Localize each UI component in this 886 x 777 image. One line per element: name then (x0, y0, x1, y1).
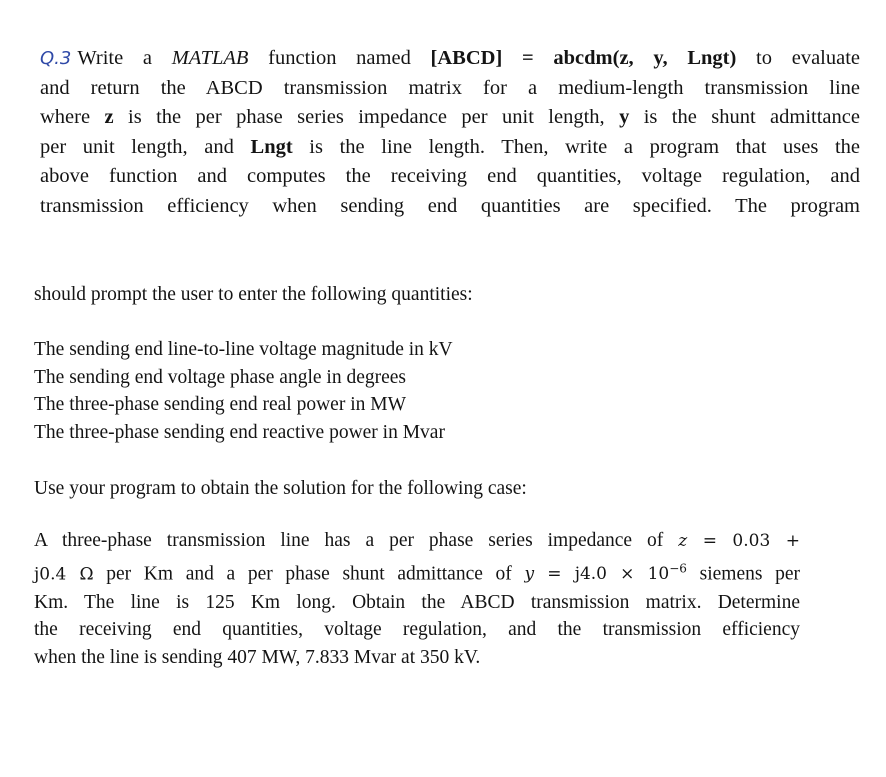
q3-mid2: is the shunt admittance (629, 106, 860, 128)
question-line-5: above function and computes the receiving end quantities, voltage regulation, and (40, 165, 860, 187)
case-line-5: when the line is sending 407 MW, 7.833 Mvar at 350 kV. (34, 646, 481, 668)
matlab-term: MATLAB (171, 47, 249, 69)
y-param: y (619, 106, 630, 128)
use-program-paragraph: Use your program to obtain the solution for the following case: (34, 478, 527, 499)
question-paragraph (40, 44, 860, 221)
question-line-2: and return the ABCD transmission matrix for a medium-length transmission line (40, 76, 860, 99)
z-value: = 0.03 + (702, 531, 800, 551)
q3-pre: where (40, 106, 105, 128)
lngt-param: Lngt (250, 135, 293, 158)
function-signature: [ABCD] = abcdm(z, y, Lngt) (430, 47, 737, 69)
prompt-paragraph: should prompt the user to enter the following quantities: (34, 284, 473, 305)
z-imag: j0.4 Ω (34, 564, 94, 585)
case-line2-mid: per Km and a per phase shunt admittance of (106, 563, 512, 585)
question-line-3 (40, 103, 860, 133)
question-line-1 (40, 44, 860, 74)
case-line-1 (34, 527, 800, 556)
case-line1-text: A three-phase transmission line has a per phase series impedance of (34, 530, 664, 551)
z-symbol: z (678, 531, 688, 551)
case-line-4: the receiving end quantities, voltage regulation, and the transmission efficiency (34, 619, 800, 641)
y-exponent: −6 (669, 561, 687, 576)
q3-mid1: is the per phase series impedance per unit length, (113, 106, 620, 128)
list-item: The three-phase sending end reactive power in Mvar (34, 421, 445, 443)
y-symbol: y (524, 564, 535, 585)
question-line-4 (40, 133, 860, 163)
case-paragraph (34, 527, 800, 671)
list-item: The sending end line-to-line voltage magnitude in kV (34, 339, 453, 360)
q4-post: is the line length. Then, write a program that uses the (292, 135, 860, 158)
y-value: = j4.0 × 10 (547, 564, 670, 585)
question-label: Q.3 (40, 48, 72, 69)
case-line-2 (34, 556, 800, 589)
list-item: The three-phase sending end real power in MW (34, 394, 406, 415)
y-equation (524, 561, 687, 585)
q1-mid: function named (248, 47, 431, 69)
list-item: The sending end voltage phase angle in degrees (34, 366, 406, 388)
z-equation (678, 531, 800, 551)
question-line-6: transmission efficiency when sending end quantities are specified. The program (40, 194, 860, 217)
q4-pre: per unit length, and (40, 135, 251, 158)
quantities-list (34, 336, 834, 446)
z-param: z (104, 106, 114, 128)
case-line-3: Km. The line is 125 Km long. Obtain the ABCD transmission matrix. Determine (34, 591, 800, 613)
q1-pre: Write a (77, 47, 172, 69)
case-line2-post: siemens per (699, 563, 800, 585)
q1-post: to evaluate (736, 47, 861, 69)
